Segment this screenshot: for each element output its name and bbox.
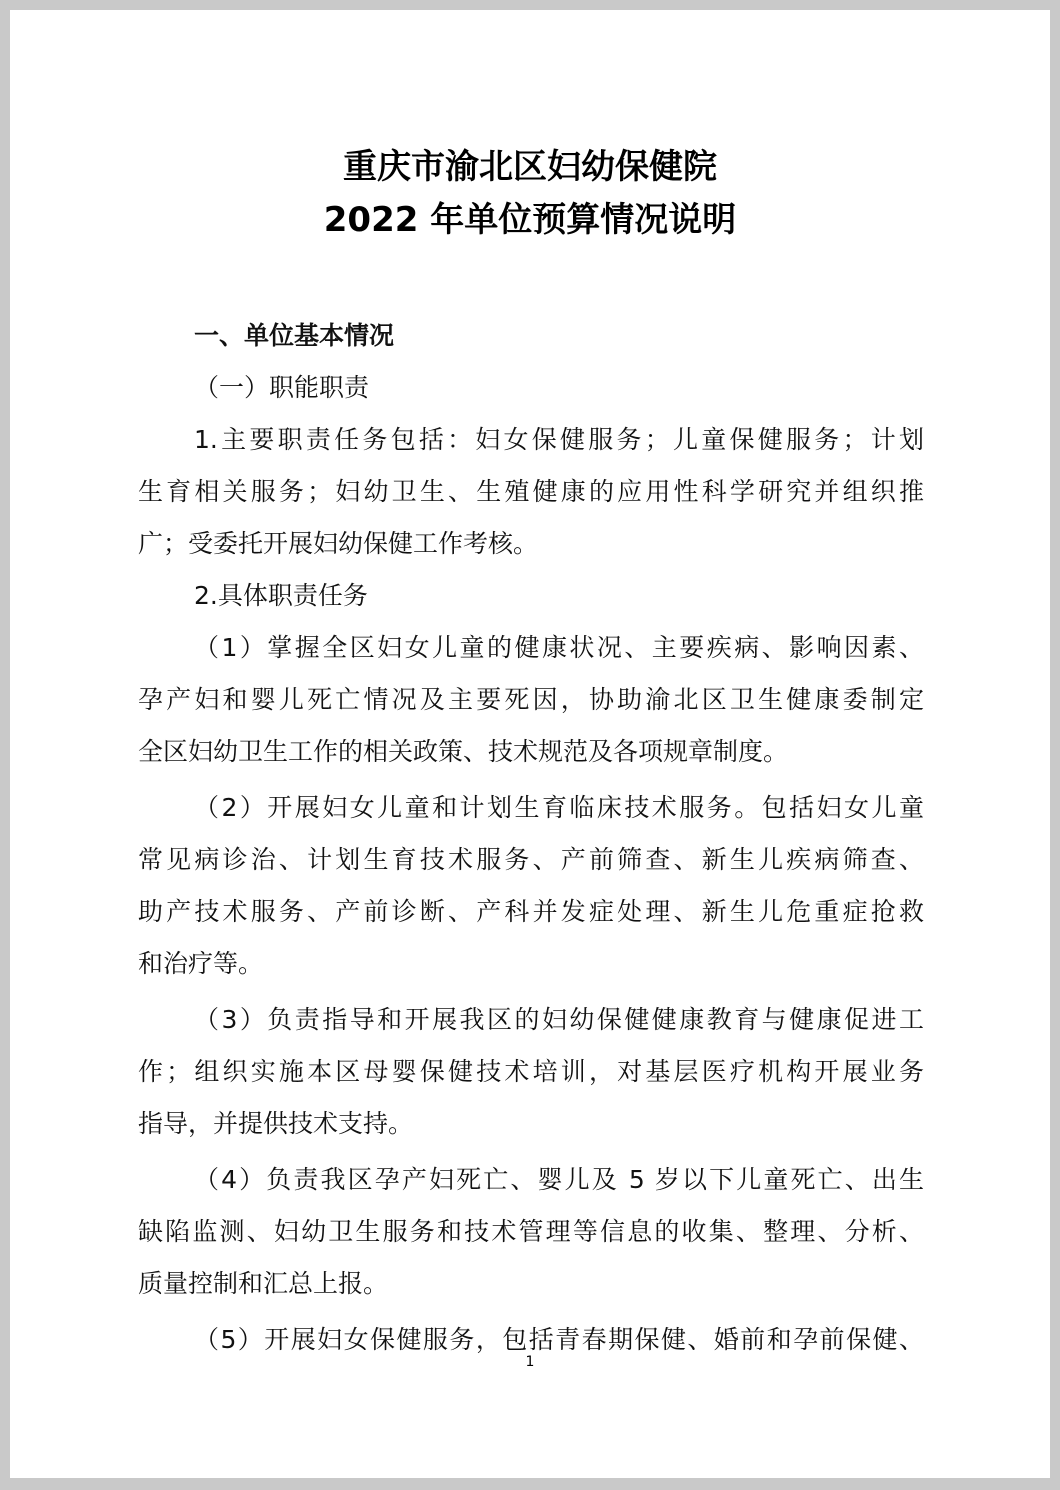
subitem3-line1: （3）负责指导和开展我区的妇幼保健健康教育与健康促进工 bbox=[194, 1005, 924, 1034]
document-title-line2: 2022 年单位预算情况说明 bbox=[323, 200, 737, 240]
subitem4-line2: 缺陷监测、妇幼卫生服务和技术管理等信息的收集、整理、分析、 bbox=[138, 1217, 924, 1246]
section-heading: 一、单位基本情况 bbox=[194, 321, 395, 350]
item2-heading: 2.具体职责任务 bbox=[194, 581, 368, 610]
subitem1-line1: （1）掌握全区妇女儿童的健康状况、主要疾病、影响因素、 bbox=[194, 633, 924, 662]
subitem3-line3: 指导，并提供技术支持。 bbox=[138, 1109, 414, 1138]
subsection-heading: （一）职能职责 bbox=[194, 373, 370, 402]
subitem2-line3: 助产技术服务、产前诊断、产科并发症处理、新生儿危重症抢救 bbox=[138, 897, 924, 926]
subitem2-line2: 常见病诊治、计划生育技术服务、产前筛查、新生儿疾病筛查、 bbox=[138, 845, 924, 874]
page-number: 1 bbox=[525, 1354, 535, 1370]
subitem1-line3: 全区妇幼卫生工作的相关政策、技术规范及各项规章制度。 bbox=[138, 737, 789, 766]
document-body bbox=[138, 310, 924, 1366]
subitem3-line2: 作；组织实施本区母婴保健技术培训，对基层医疗机构开展业务 bbox=[138, 1057, 924, 1086]
item1-line2: 生育相关服务；妇幼卫生、生殖健康的应用性科学研究并组织推 bbox=[138, 477, 924, 506]
item1-line3: 广；受委托开展妇幼保健工作考核。 bbox=[138, 529, 539, 558]
subitem4-line1: （4）负责我区孕产妇死亡、婴儿及 5 岁以下儿童死亡、出生 bbox=[194, 1165, 924, 1194]
subitem5-line1: （5）开展妇女保健服务，包括青春期保健、婚前和孕前保健、 bbox=[194, 1325, 924, 1354]
subitem4-line3: 质量控制和汇总上报。 bbox=[138, 1269, 389, 1298]
item1-line1: 1.主要职责任务包括：妇女保健服务；儿童保健服务；计划 bbox=[194, 425, 924, 454]
subitem2-line1: （2）开展妇女儿童和计划生育临床技术服务。包括妇女儿童 bbox=[194, 793, 924, 822]
document-page bbox=[10, 10, 1050, 1478]
subitem2-line4: 和治疗等。 bbox=[138, 949, 264, 978]
subitem1-line2: 孕产妇和婴儿死亡情况及主要死因，协助渝北区卫生健康委制定 bbox=[138, 685, 924, 714]
document-title-line1: 重庆市渝北区妇幼保健院 bbox=[343, 147, 717, 187]
